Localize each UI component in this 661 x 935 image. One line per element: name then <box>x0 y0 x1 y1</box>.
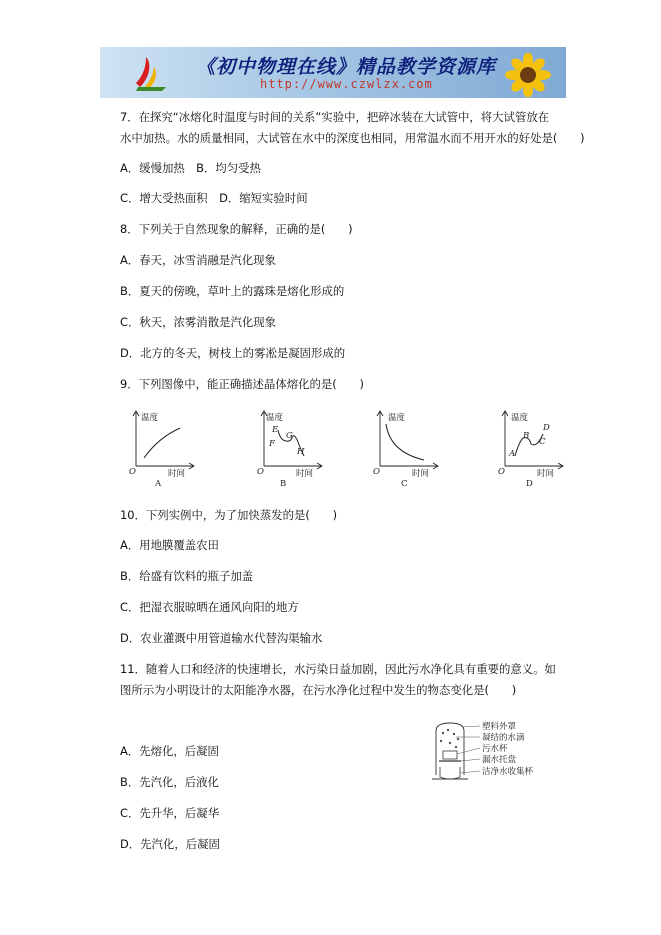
graph-c-xlabel: 时间 <box>412 469 430 479</box>
graph-d-xlabel: 时间 <box>537 469 555 479</box>
q10-option-d: D．农业灌溉中用管道输水代替沟渠输水 <box>120 631 323 645</box>
graph-d-point-a: A <box>509 449 516 459</box>
q8-stem: 8．下列关于自然现象的解释，正确的是( ) <box>120 222 353 236</box>
q10-option-a: A．用地膜覆盖农田 <box>120 538 219 552</box>
q8-option-b: B．夏天的傍晚，草叶上的露珠是熔化形成的 <box>120 284 345 298</box>
q7-stem-line2: 水中加热。水的质量相同，大试管在水中的深度也相同，用常温水而不用开水的好处是( ) <box>120 131 585 145</box>
purifier-label-tray: 漏水托盘 <box>482 755 517 765</box>
sunflower-icon <box>498 53 558 97</box>
q11-option-a: A．先熔化，后凝固 <box>120 744 219 758</box>
q11-purifier-diagram <box>430 721 555 783</box>
graph-c-origin: O <box>373 467 380 477</box>
graph-a-caption: A <box>155 479 162 488</box>
q11-stem-line2: 图所示为小明设计的太阳能净水器，在污水净化过程中发生的物态变化是( ) <box>120 683 517 697</box>
graph-d-point-d: D <box>543 423 550 433</box>
q8-option-a: A．春天，冰雪消融是汽化现象 <box>120 253 276 267</box>
graph-b-xlabel: 时间 <box>296 469 314 479</box>
q8-option-d: D．北方的冬天，树枝上的雾凇是凝固形成的 <box>120 346 346 360</box>
banner-url[interactable]: http://www.czwlzx.com <box>260 77 433 91</box>
q7-options-ab: A．缓慢加热 B．均匀受热 <box>120 161 261 175</box>
graph-a-xlabel: 时间 <box>168 469 186 479</box>
q11-option-d: D．先汽化，后凝固 <box>120 837 220 851</box>
q11-stem-line1: 11．随着人口和经济的快速增长，水污染日益加剧，因此污水净化具有重要的意义。如 <box>120 662 556 676</box>
q7-stem-line1: 7．在探究“冰熔化时温度与时间的关系”实验中，把碎冰装在大试管中，将大试管放在 <box>120 110 550 124</box>
q11-option-b: B．先汽化，后液化 <box>120 775 219 789</box>
graph-c-caption: C <box>401 479 408 488</box>
graph-b-origin: O <box>257 467 264 477</box>
q7-options-cd: C．增大受热面积 D．缩短实验时间 <box>120 191 308 205</box>
q10-option-b: B．给盛有饮料的瓶子加盖 <box>120 569 254 583</box>
q9-graph-a <box>128 408 198 488</box>
header-banner <box>100 47 566 98</box>
q10-stem: 10．下列实例中，为了加快蒸发的是( ) <box>120 508 338 522</box>
q8-option-c: C．秋天，浓雾消散是汽化现象 <box>120 315 277 329</box>
q10-option-c: C．把湿衣服晾晒在通风向阳的地方 <box>120 600 299 614</box>
graph-b-caption: B <box>280 479 287 488</box>
graph-b-point-g: G <box>286 431 293 441</box>
q11-option-c: C．先升华，后凝华 <box>120 806 220 820</box>
graph-a-ylabel: 温度 <box>141 413 159 423</box>
graph-b-point-f: F <box>269 439 275 449</box>
site-logo-icon <box>132 53 172 93</box>
q9-stem: 9．下列图像中，能正确描述晶体熔化的是( ) <box>120 377 364 391</box>
graph-d-caption: D <box>526 479 533 488</box>
q9-graph-d <box>497 408 567 488</box>
banner-title: 《初中物理在线》精品教学资源库 <box>196 56 497 78</box>
purifier-label-dirty-cup: 污水杯 <box>482 744 508 754</box>
graph-b-point-e: E <box>272 425 279 435</box>
graph-b-point-h: H <box>297 447 305 457</box>
q9-graph-c <box>372 408 442 488</box>
graph-d-ylabel: 温度 <box>511 413 529 423</box>
graph-b-ylabel: 温度 <box>266 413 284 423</box>
graph-c-ylabel: 温度 <box>388 413 406 423</box>
graph-d-origin: O <box>498 467 505 477</box>
q9-graph-b <box>256 408 326 488</box>
purifier-label-clean-cup: 洁净水收集杯 <box>482 767 534 777</box>
graph-d-point-c: C <box>539 437 546 447</box>
graph-a-origin: O <box>129 467 136 477</box>
purifier-label-cover: 塑料外罩 <box>482 722 517 732</box>
purifier-label-droplets: 凝结的水滴 <box>482 733 525 743</box>
graph-d-point-b: B <box>523 431 530 441</box>
